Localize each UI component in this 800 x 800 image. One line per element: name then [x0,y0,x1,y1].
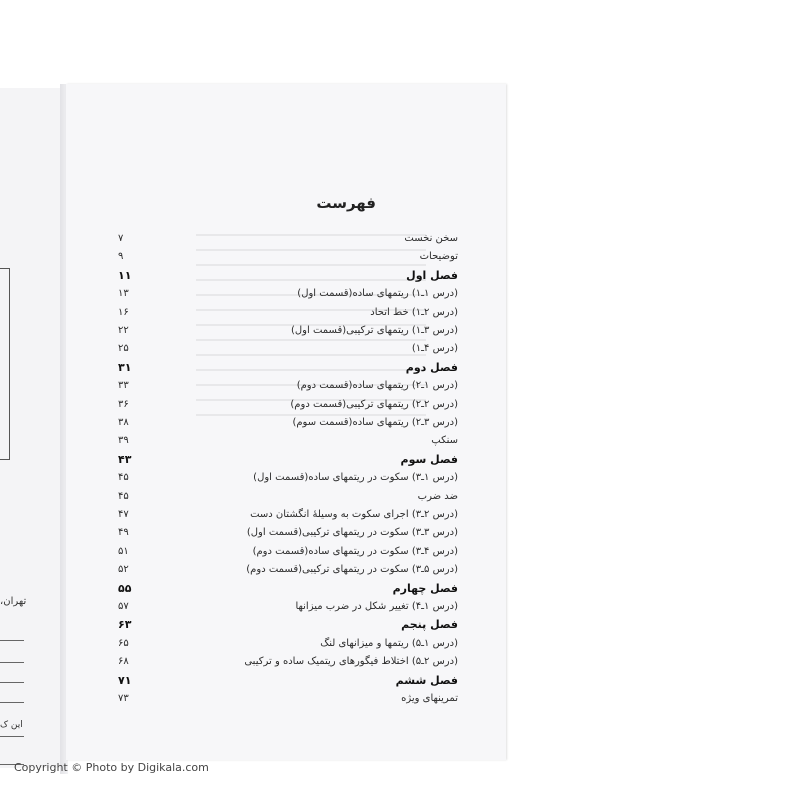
toc-page-number: ۴۳ [118,452,132,466]
toc-entry-row [118,690,458,708]
toc-page-number: ۴۵ [118,490,129,502]
toc-chapter-row [118,672,458,690]
toc-entry-label: تمرینهای ویژه [401,693,458,704]
right-page [66,84,506,760]
toc-page-number: ۲۵ [118,343,129,355]
toc-entry-row [118,396,458,414]
toc-entry-row [118,322,458,340]
toc-page-number: ۱۱ [118,268,132,282]
copyright-text: Copyright © Photo by Digikala.com [14,761,209,774]
toc-page-number: ۳۸ [118,417,129,428]
toc-entry-row [118,524,458,542]
toc-page-number: ۱۳ [118,288,129,300]
left-page-rule [0,682,24,683]
toc-entry-label: (درس ۵ـ۳) سکوت در ریتمهای ترکیبی(قسمت دوم) [246,564,458,576]
toc-entry-label: فصل سوم [400,452,458,466]
toc-entry-label: (درس ۱ـ۴) تغییر شکل در ضرب میزانها [295,601,458,612]
toc-entry-label: سخن نخست [404,233,458,244]
toc-title: فهرست [316,194,376,212]
toc-entry-label: (درس ۲ـ۲) ریتمهای ترکیبی(قسمت دوم) [290,398,458,410]
toc-page-number: ۳۱ [118,360,132,374]
toc-entry-label: سنکپ [431,435,458,447]
toc-entry-row [118,285,458,303]
toc-entry-row [118,340,458,358]
toc-entry-row [118,414,458,432]
left-page-frame [0,268,10,460]
toc-entry-row [118,561,458,579]
toc-entry-label: (درس ۳ـ۳) سکوت در ریتمهای ترکیبی(قسمت اول) [246,527,458,539]
left-page-fragment-text-2: این ک [0,720,23,730]
toc-entry-label: (درس ۴ـ۱) [411,343,458,355]
toc-page-number: ۴۹ [118,527,129,539]
toc-entry-row [118,543,458,561]
toc-entry-row [118,432,458,450]
toc-page-number: ۲۲ [118,325,129,336]
toc-page-number: ۳۹ [118,435,129,447]
toc-page-number: ۷۳ [118,693,129,704]
toc-entry-label: فصل اول [406,268,458,282]
toc-page-number: ۴۷ [118,509,129,520]
toc-entry-label: فصل ششم [395,673,458,687]
toc-entry-label: فصل پنجم [401,618,458,632]
toc-entry-label: (درس ۱ـ۳) سکوت در ریتمهای ساده(قسمت اول) [253,472,458,484]
toc-page-number: ۷۱ [118,673,132,687]
toc-entry-label: فصل دوم [405,360,458,374]
toc-page-number: ۹ [118,251,124,263]
toc-page-number: ۵۱ [118,545,129,557]
toc-chapter-row [118,359,458,377]
toc-entry-label: توضیحات [419,251,458,263]
toc-page-number: ۵۷ [118,601,129,612]
toc-page-number: ۴۵ [118,472,129,484]
left-page-rule [0,640,24,641]
toc-entry-label: فصل چهارم [392,581,458,595]
toc-entry-label: (درس ۲ـ۳) اجرای سکوت به وسیلهٔ انگشتان دست [250,509,458,520]
toc-page-number: ۵۲ [118,564,129,576]
toc-page-number: ۱۶ [118,306,129,318]
toc-entry-label: (درس ۱ـ۱) ریتمهای ساده(قسمت اول) [297,288,458,300]
toc-entry-row [118,488,458,506]
left-page [0,88,61,768]
left-page-rule [0,702,24,703]
left-page-rule [0,736,24,737]
toc-page-number: ۶۵ [118,637,129,649]
toc-page-number: ۳۳ [118,380,129,392]
toc-entry-row [118,469,458,487]
toc-page-number: ۵۵ [118,581,132,595]
toc-chapter-row [118,580,458,598]
toc-page-number: ۷ [118,233,124,244]
toc-entry-label: (درس ۲ـ۵) اختلاط فیگورهای ریتمیک ساده و ترکیبی [244,656,458,668]
toc-chapter-row [118,451,458,469]
left-page-rule [0,662,24,663]
toc-chapter-row [118,267,458,285]
toc-page-number: ۳۶ [118,398,129,410]
toc-entry-row [118,653,458,671]
toc-chapter-row [118,616,458,634]
toc-entry-row [118,377,458,395]
toc-entry-row [118,248,458,266]
toc-entry-row [118,598,458,616]
toc-page-number: ۶۸ [118,656,129,668]
toc-page-number: ۶۳ [118,618,132,632]
toc-entry-label: (درس ۳ـ۱) ریتمهای ترکیبی(قسمت اول) [290,325,458,336]
toc-entry-row [118,635,458,653]
toc-entry-row [118,304,458,322]
toc-entry-row [118,230,458,248]
toc-entry-label: (درس ۲ـ۱) خط اتحاد [370,306,458,318]
toc-entry-label: ضد ضرب [417,490,458,502]
toc-entry-row [118,506,458,524]
toc-entry-label: (درس ۱ـ۲) ریتمهای ساده(قسمت دوم) [296,380,458,392]
left-page-fragment-text: تهران، [0,596,27,607]
toc-entry-label: (درس ۱ـ۵) ریتمها و میزانهای لنگ [320,637,458,649]
toc-entry-label: (درس ۴ـ۳) سکوت در ریتمهای ساده(قسمت دوم) [252,545,458,557]
toc-entry-label: (درس ۳ـ۲) ریتمهای ساده(قسمت سوم) [292,417,458,428]
